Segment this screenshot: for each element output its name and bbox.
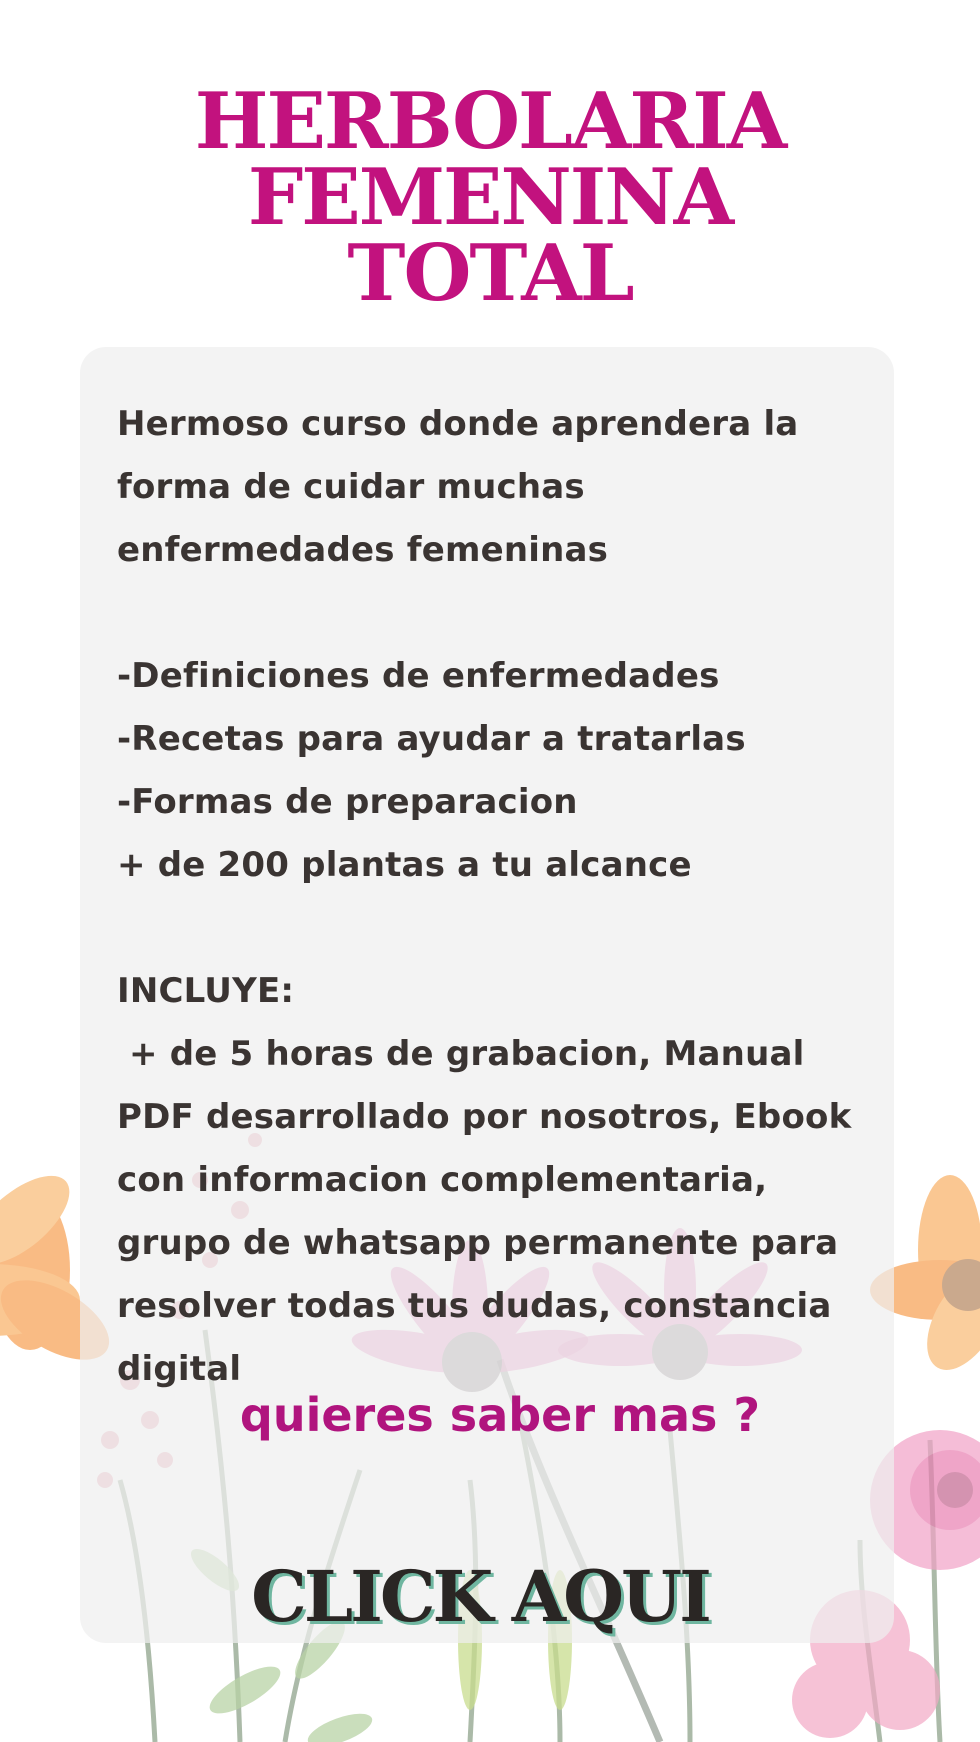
includes-line: digital — [117, 1349, 242, 1389]
includes-line: resolver todas tus dudas, constancia — [117, 1286, 832, 1326]
course-description — [117, 393, 907, 1401]
intro-line-2: forma de cuidar muchas — [117, 467, 585, 507]
more-info-prompt[interactable]: quieres saber mas ? — [239, 1388, 761, 1442]
title-line-1: HERBOLARIA — [194, 76, 786, 167]
page-title — [0, 76, 980, 319]
click-here-button[interactable]: CLICK AQUI — [0, 1555, 960, 1639]
spacer — [117, 582, 907, 645]
feature-item: -Formas de preparacion — [117, 782, 578, 822]
title-line-2: FEMENINA — [247, 152, 733, 243]
includes-line: grupo de whatsapp permanente para — [117, 1223, 839, 1263]
intro-line-3: enfermedades femeninas — [117, 530, 609, 570]
includes-line: con informacion complementaria, — [117, 1160, 768, 1200]
feature-item: + de 200 plantas a tu alcance — [117, 845, 692, 885]
includes-heading: INCLUYE: — [117, 971, 295, 1011]
includes-line: + de 5 horas de grabacion, Manual — [129, 1034, 805, 1074]
spacer — [117, 897, 907, 960]
feature-item: -Recetas para ayudar a tratarlas — [117, 719, 746, 759]
intro-line-1: Hermoso curso donde aprendera la — [117, 404, 799, 444]
title-line-3: TOTAL — [347, 228, 633, 319]
includes-line: PDF desarrollado por nosotros, Ebook — [117, 1097, 852, 1137]
feature-item: -Definiciones de enfermedades — [117, 656, 720, 696]
